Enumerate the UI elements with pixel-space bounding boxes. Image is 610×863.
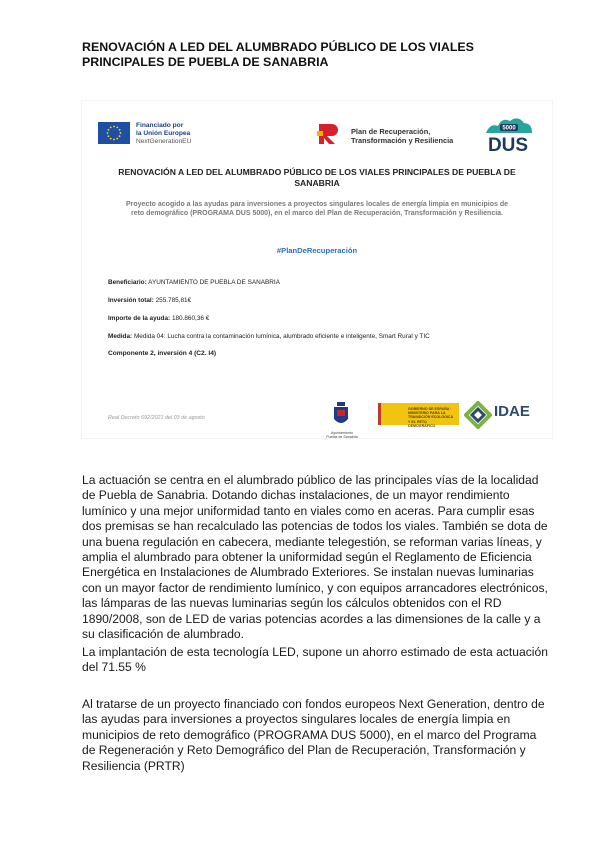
componente-text: Componente 2, inversión 4 (C2. I4) [108,350,217,357]
funding-poster [82,101,552,438]
ayuntamiento-crest-icon [328,401,354,429]
importe-row [108,314,209,323]
prtr-line-2: Transformación y Resiliencia [351,136,454,145]
beneficiario-label: Beneficiario: [108,279,147,286]
beneficiario-value: AYUNTAMIENTO DE PUEBLA DE SANABRIA [148,279,280,286]
ayto-label-2: Puebla de Sanabria [326,435,358,439]
eu-flag-icon [98,122,130,144]
medida-row [108,332,430,341]
medida-value: Medida 04: Lucha contra la contaminación lumínica, alumbrado eficiente e inteligente, Smart Rural y TIC [133,333,430,340]
eu-line-1: Financiado por [136,122,184,129]
body-paragraph-2: La implantación de esta tecnología LED, supone un ahorro estimado de esta actuación del 71.55 % [82,645,548,675]
ayuntamiento-label [322,431,362,439]
importe-value: 180.860,36 € [171,315,210,322]
medida-label: Medida: [108,333,133,340]
beneficiario-row [108,278,280,287]
prtr-line-1: Plan de Recuperación, [351,127,431,136]
body-paragraph-1: La actuación se centra en el alumbrado público de las principales vías de la localidad de Puebla de Sanabria. Dotando dichas instalaciones, de un mayor rendimiento lumínico y una mejor uniformidad tanto en viales como en aceras. Para cumplir esas dos premisas se han recalculado las potencias de todos los viales. También se dota de una buena regulación en cabecera, mediante telegestión, se reforman varias líneas, y amplia el alumbrado para obtener la uniformidad según el Reglamento de Eficiencia Energética en Instalaciones de Alumbrado Exteriores. Se instalan nuevas luminarias con un mayor factor de rendimiento lumínico, y con equipos arrancadores electrónicos, las lámparas de las nuevas luminarias según los cálculos obtenidos con el RD 1890/2008, son de LED de varias potencias acordes a las dimensiones de la calle y a su clasificación de alumbrado. [82,473,548,642]
dus-number: 5000 [502,125,516,132]
prtr-logo-icon [317,121,343,147]
eu-line-2: la Unión Europea [136,130,191,137]
eu-funding-text [136,122,191,146]
body-paragraph-3: Al tratarse de un proyecto financiado con fondos europeos Next Generation, dentro de las ayudas para inversiones a proyectos singulares locales de energía limpia en municipios de reto demográfico (PROGRAMA DUS 5000), en el marco del Programa de Regeneración y Reto Demográfico del Plan de Recuperación, Transformación y Resiliencia (PRTR) [82,697,545,773]
hashtag-link: #PlanDeRecuperación [276,246,358,255]
page-title: RENOVACIÓN A LED DEL ALUMBRADO PÚBLICO DE LOS VIALES PRINCIPALES DE PUEBLA DE SANABRIA [82,40,474,69]
inversion-label: Inversión total: [108,297,154,304]
importe-label: Importe de la ayuda: [108,315,171,322]
dus-5000-logo [480,111,536,155]
dus-text: DUS [487,135,529,155]
eu-line-3: NextGenerationEU [136,138,192,145]
poster-title: RENOVACIÓN A LED DEL ALUMBRADO PÚBLICO DE LOS VIALES PRINCIPALES DE PUEBLA DE SANABRIA [118,167,516,188]
idae-text: IDAE [494,403,530,420]
inversion-row [108,296,191,305]
prtr-text [351,127,453,145]
real-decreto-text: Real Decreto 692/2021 del 03 de agosto [108,415,205,421]
inversion-value: 255.785,81€ [155,297,192,304]
ayto-label-1: Ayuntamiento [331,431,353,435]
poster-description: Proyecto acogido a las ayudas para inversiones a proyectos singulares locales de energía limpia en municipios de reto demográfico (PROGRAMA DUS 5000), en el marco del Plan de Recuperación, Transformación y Resiliencia. [125,201,509,218]
ministerio-text: GOBIERNO DE ESPAÑA · MINISTERIO PARA LA TRANSICIÓN ECOLÓGICA Y EL RETO DEMOGRÁFICO [408,407,453,428]
idae-logo-icon [464,401,492,429]
